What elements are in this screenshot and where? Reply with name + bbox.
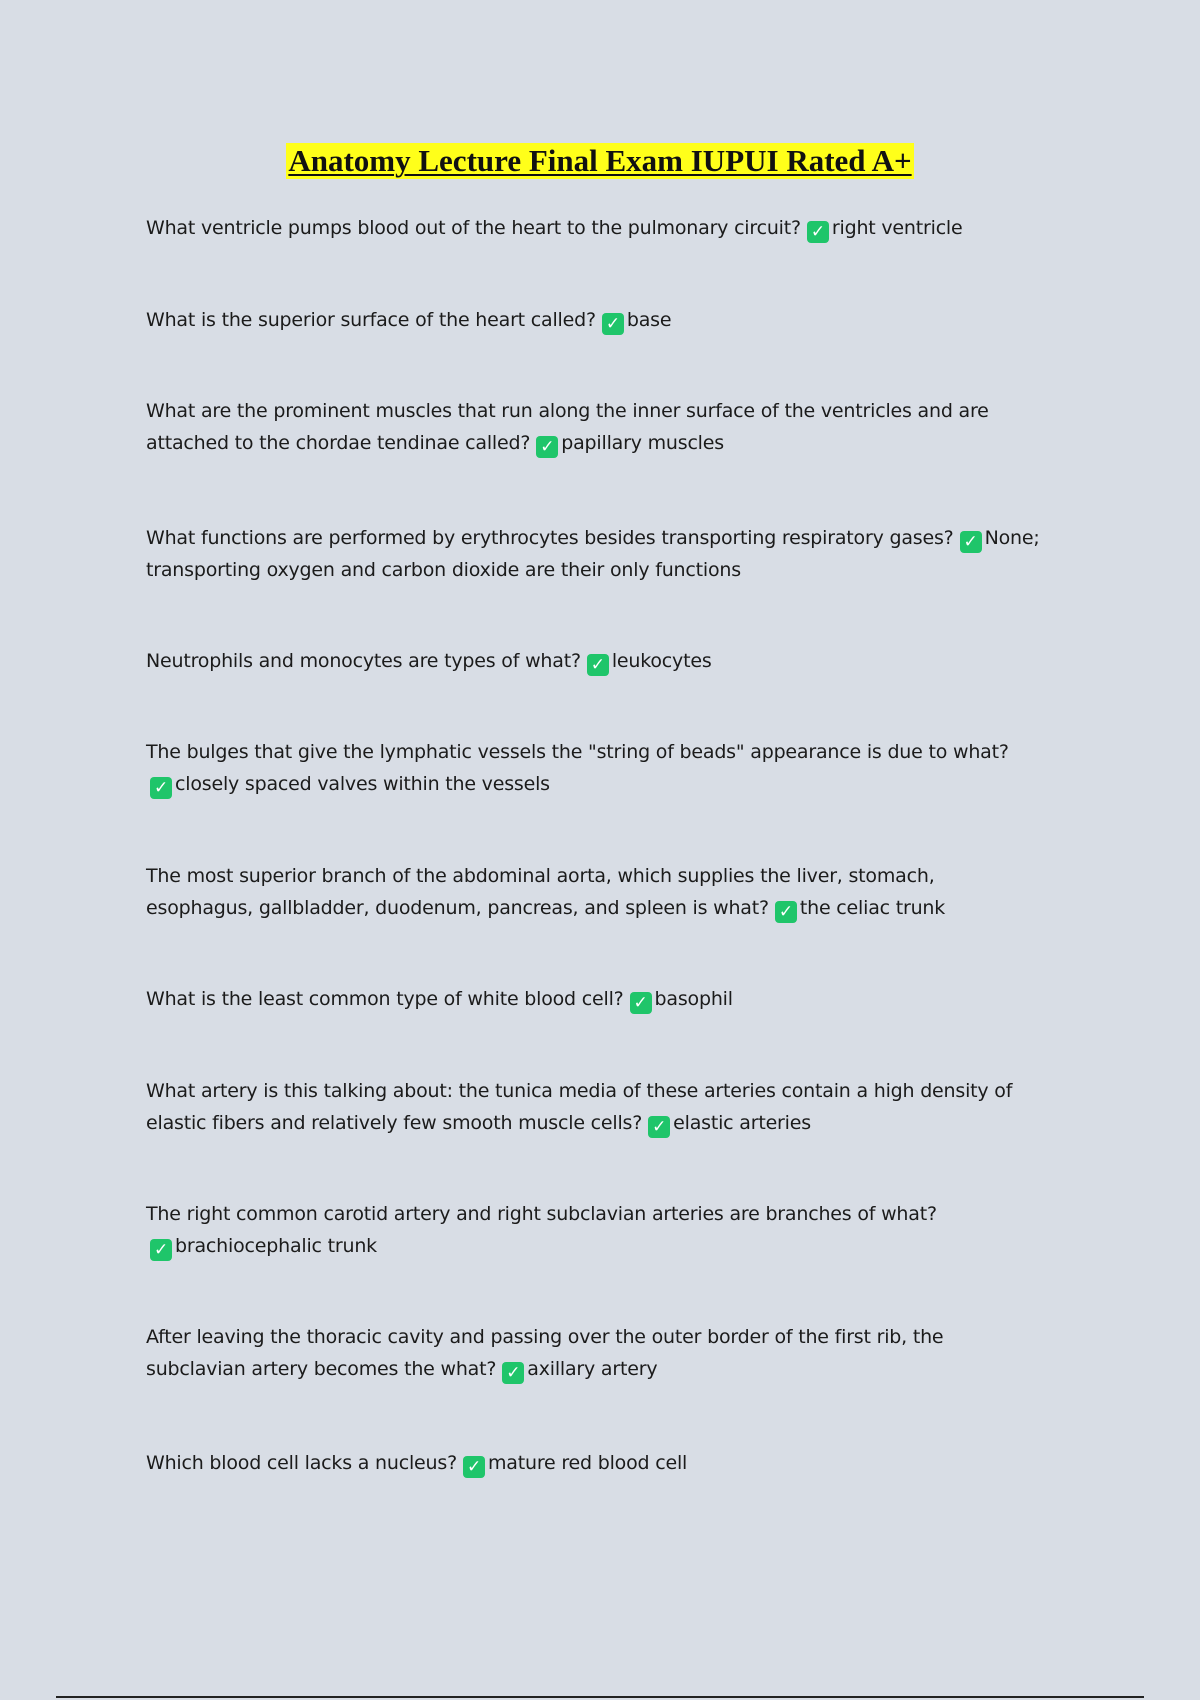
qa-item (146, 1075, 1046, 1139)
checkmark-box-icon: ✓ (150, 777, 172, 799)
qa-item (146, 860, 1046, 924)
checkmark-box-icon: ✓ (602, 313, 624, 335)
question-text: Neutrophils and monocytes are types of what? (146, 650, 581, 672)
question-text: The right common carotid artery and right subclavian arteries are branches of what? (146, 1203, 937, 1225)
qa-item (146, 1321, 1046, 1385)
question-text: The most superior branch of the abdominal aorta, which supplies the liver, stomach, esophagus, gallbladder, duodenum, pancreas, and spleen is what? (146, 865, 935, 919)
checkmark-box-icon: ✓ (587, 654, 609, 676)
checkmark-box-icon: ✓ (536, 436, 558, 458)
answer-text: right ventricle (831, 217, 963, 239)
qa-item (146, 645, 1046, 677)
checkmark-box-icon: ✓ (960, 531, 982, 553)
checkmark-box-icon: ✓ (463, 1456, 485, 1478)
answer-text: closely spaced valves within the vessels (175, 773, 550, 795)
qa-item (146, 212, 1046, 244)
answer-text: leukocytes (611, 650, 712, 672)
question-text: What is the superior surface of the heart called? (146, 309, 596, 331)
answer-text: brachiocephalic trunk (175, 1235, 377, 1257)
question-text: What ventricle pumps blood out of the heart to the pulmonary circuit? (146, 217, 801, 239)
checkmark-box-icon: ✓ (648, 1116, 670, 1138)
answer-text: mature red blood cell (487, 1452, 688, 1474)
answer-text: axillary artery (527, 1358, 658, 1380)
qa-item (146, 1198, 1046, 1262)
qa-item (146, 522, 1046, 586)
answer-text: None; transporting oxygen and carbon dioxide are their only functions (146, 527, 1040, 581)
question-text: What is the least common type of white blood cell? (146, 988, 624, 1010)
question-text: After leaving the thoracic cavity and passing over the outer border of the first rib, the subclavian artery becomes the what? (146, 1326, 944, 1380)
qa-item (146, 1447, 1046, 1479)
answer-text: base (626, 309, 672, 331)
checkmark-box-icon: ✓ (775, 901, 797, 923)
answer-text: the celiac trunk (799, 897, 946, 919)
question-text: Which blood cell lacks a nucleus? (146, 1452, 457, 1474)
answer-text: papillary muscles (561, 432, 724, 454)
title-container (0, 143, 1200, 179)
question-text: What are the prominent muscles that run along the inner surface of the ventricles and are attached to the chordae tendinae called? (146, 400, 989, 454)
qa-item (146, 304, 1046, 336)
checkmark-box-icon: ✓ (502, 1362, 524, 1384)
answer-text: elastic arteries (673, 1112, 811, 1134)
qa-item (146, 395, 1046, 459)
qa-item (146, 983, 1046, 1015)
question-text: What functions are performed by erythrocytes besides transporting respiratory gases? (146, 527, 954, 549)
qa-item (146, 736, 1046, 800)
question-text: The bulges that give the lymphatic vessels the "string of beads" appearance is due to what? (146, 741, 1009, 763)
footer-divider (56, 1696, 1144, 1698)
checkmark-box-icon: ✓ (630, 992, 652, 1014)
checkmark-box-icon: ✓ (150, 1239, 172, 1261)
question-text: What artery is this talking about: the tunica media of these arteries contain a high density of elastic fibers and relatively few smooth muscle cells? (146, 1080, 1013, 1134)
page-title: Anatomy Lecture Final Exam IUPUI Rated A+ (288, 143, 912, 178)
checkmark-box-icon: ✓ (807, 221, 829, 243)
answer-text: basophil (654, 988, 733, 1010)
